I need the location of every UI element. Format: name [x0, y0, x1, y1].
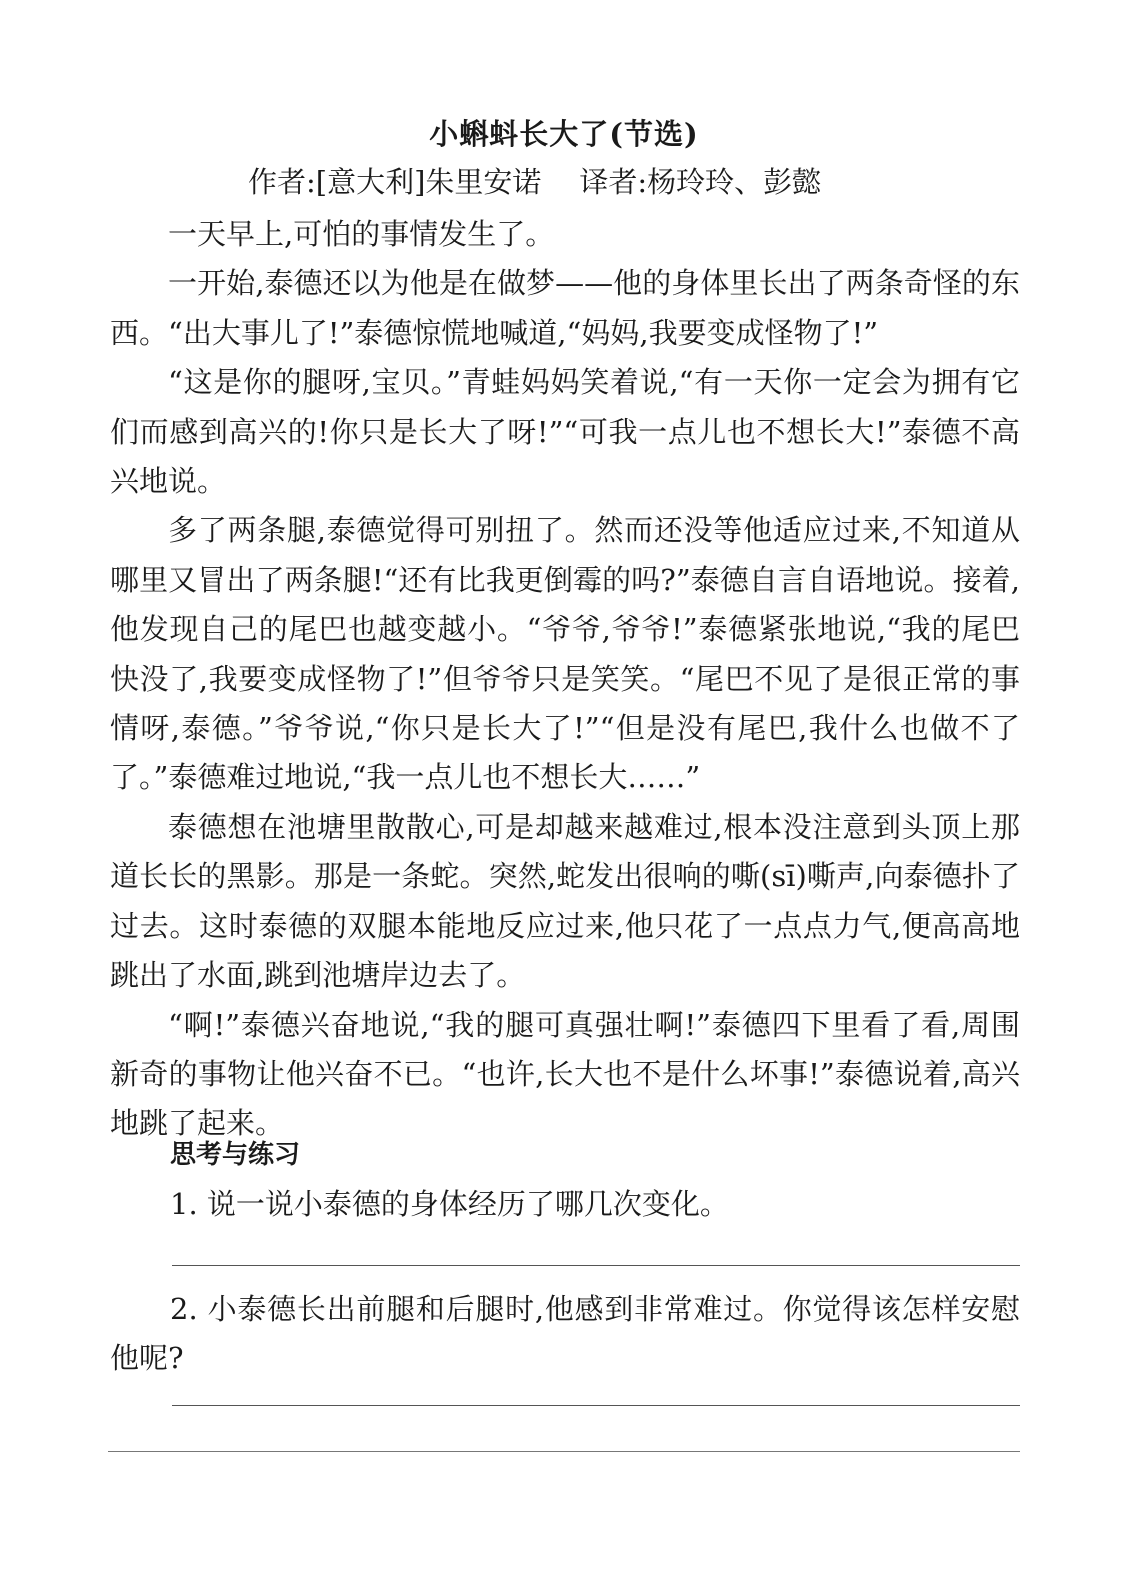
paragraph: “这是你的腿呀,宝贝。”青蛙妈妈笑着说,“有一天你一定会为拥有它们而感到高兴的!你只是长大了呀!”“可我一点儿也不想长大!”泰德不高兴地说。 — [110, 365, 1020, 499]
paragraph: 一开始,泰德还以为他是在做梦——他的身体里长出了两条奇怪的东西。“出大事儿了!”泰德惊慌地喊道,“妈妈,我要变成怪物了!” — [110, 266, 1020, 350]
paragraph: 一天早上,可怕的事情发生了。 — [168, 217, 555, 251]
bottom-divider — [108, 1451, 1020, 1452]
author-credit: 作者:[意大利]朱里安诺 — [248, 165, 542, 199]
paragraph: 泰德想在池塘里散散心,可是却越来越难过,根本没注意到头顶上那道长长的黑影。那是一条蛇。突然,蛇发出很响的嘶(sī)嘶声,向泰德扑了过去。这时泰德的双腿本能地反应过来,他只花了一点点力气,便高高地跳出了水面,跳到池塘岸边去了。 — [110, 809, 1020, 993]
article-body — [110, 210, 1020, 1149]
translator-credit: 译者:杨玲玲、彭懿 — [579, 165, 822, 199]
answer-line-1[interactable] — [172, 1265, 1020, 1266]
question-1: 1. 说一说小泰德的身体经历了哪几次变化。 — [170, 1187, 729, 1221]
paragraph: 多了两条腿,泰德觉得可别扭了。然而还没等他适应过来,不知道从哪里又冒出了两条腿!“还有比我更倒霉的吗?”泰德自言自语地说。接着,他发现自己的尾巴也越变越小。“爷爷,爷爷!”泰德紧张地说,“我的尾巴快没了,我要变成怪物了!”但爷爷只是笑笑。“尾巴不见了是很正常的事情呀,泰德。”爷爷说,“你只是长大了!”“但是没有尾巴,我什么也做不了了。”泰德难过地说,“我一点儿也不想长大……” — [110, 513, 1020, 795]
article-title: 小蝌蚪长大了(节选) — [429, 117, 699, 151]
answer-line-2[interactable] — [172, 1405, 1020, 1406]
exercise-heading: 思考与练习 — [170, 1140, 301, 1170]
paragraph: “啊!”泰德兴奋地说,“我的腿可真强壮啊!”泰德四下里看了看,周围新奇的事物让他兴奋不已。“也许,长大也不是什么坏事!”泰德说着,高兴地跳了起来。 — [110, 1007, 1020, 1141]
question-2: 2. 小泰德长出前腿和后腿时,他感到非常难过。你觉得该怎样安慰他呢? — [110, 1292, 1020, 1375]
byline — [248, 160, 821, 204]
